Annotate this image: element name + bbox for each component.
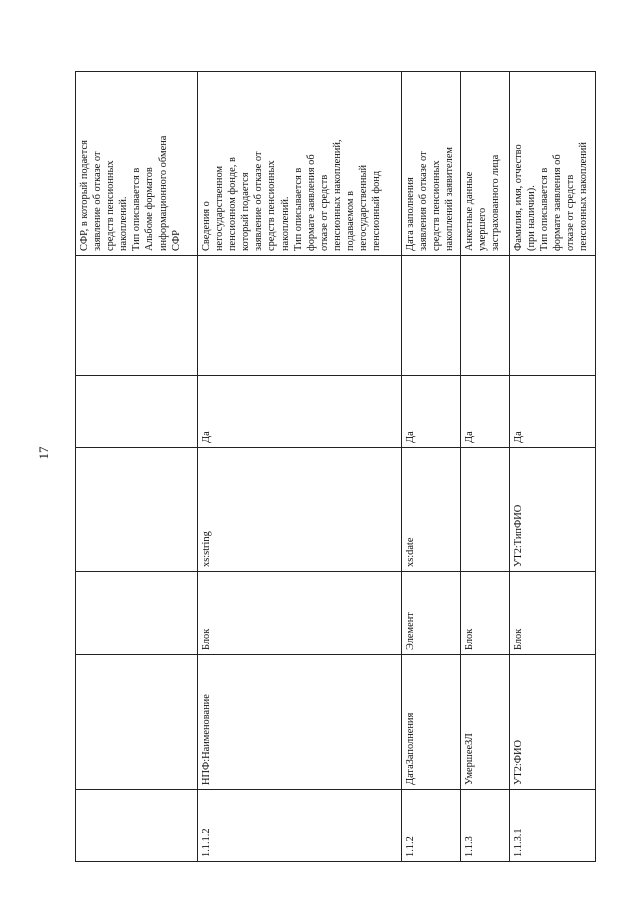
cell-name: ДатаЗаполнения xyxy=(402,655,461,790)
cell-kind: Элемент xyxy=(402,572,461,655)
cell-required: Да xyxy=(198,376,402,448)
cell-required: Да xyxy=(402,376,461,448)
rotated-table-container xyxy=(75,72,595,862)
cell-format xyxy=(510,256,596,376)
cell-format xyxy=(402,256,461,376)
cell-number: 1.1.1.2 xyxy=(198,790,402,862)
cell-format xyxy=(198,256,402,376)
cell-description: Дата заполнения заявления об отказе от средств пенсионных накоплений заявителем xyxy=(402,72,461,256)
cell-description: Фамилия, имя, отчество (при наличии). Тип описывается в формате заявления об отказе от средств пенсионных накоплений xyxy=(510,72,596,256)
table-row xyxy=(461,72,510,862)
cell-required xyxy=(76,376,198,448)
cell-type xyxy=(461,448,510,572)
cell-number: 1.1.3 xyxy=(461,790,510,862)
table-row xyxy=(198,72,402,862)
cell-name: НПФ:Наименование xyxy=(198,655,402,790)
cell-name: УмершееЗЛ xyxy=(461,655,510,790)
page-number: 17 xyxy=(36,446,51,460)
cell-number xyxy=(76,790,198,862)
document-table xyxy=(75,71,596,862)
cell-format xyxy=(76,256,198,376)
cell-format xyxy=(461,256,510,376)
cell-name: УТ2:ФИО xyxy=(510,655,596,790)
cell-number: 1.1.2 xyxy=(402,790,461,862)
cell-type: xs:date xyxy=(402,448,461,572)
cell-description: Сведения о негосударственном пенсионном фонде, в который подается заявление об отказе от средств пенсионных накоплений. Тип описывается в формате заявления об отказе от средств пенсионных накоплений, подаваемом в негосударственный пенсионный фонд xyxy=(198,72,402,256)
cell-name xyxy=(76,655,198,790)
cell-kind: Блок xyxy=(510,572,596,655)
cell-kind: Блок xyxy=(198,572,402,655)
table-row xyxy=(510,72,596,862)
cell-required: Да xyxy=(510,376,596,448)
cell-description: Анкетные данные умершего застрахованного лица xyxy=(461,72,510,256)
cell-type: xs:string xyxy=(198,448,402,572)
cell-kind xyxy=(76,572,198,655)
cell-required: Да xyxy=(461,376,510,448)
cell-type: УТ2:ТипФИО xyxy=(510,448,596,572)
table-row xyxy=(402,72,461,862)
cell-type xyxy=(76,448,198,572)
table-row xyxy=(76,72,198,862)
cell-description: СФР, в который подается заявление об отказе от средств пенсионных накоплений. Тип описывается в Альбоме форматов информационного обмена СФР xyxy=(76,72,198,256)
cell-number: 1.1.3.1 xyxy=(510,790,596,862)
cell-kind: Блок xyxy=(461,572,510,655)
